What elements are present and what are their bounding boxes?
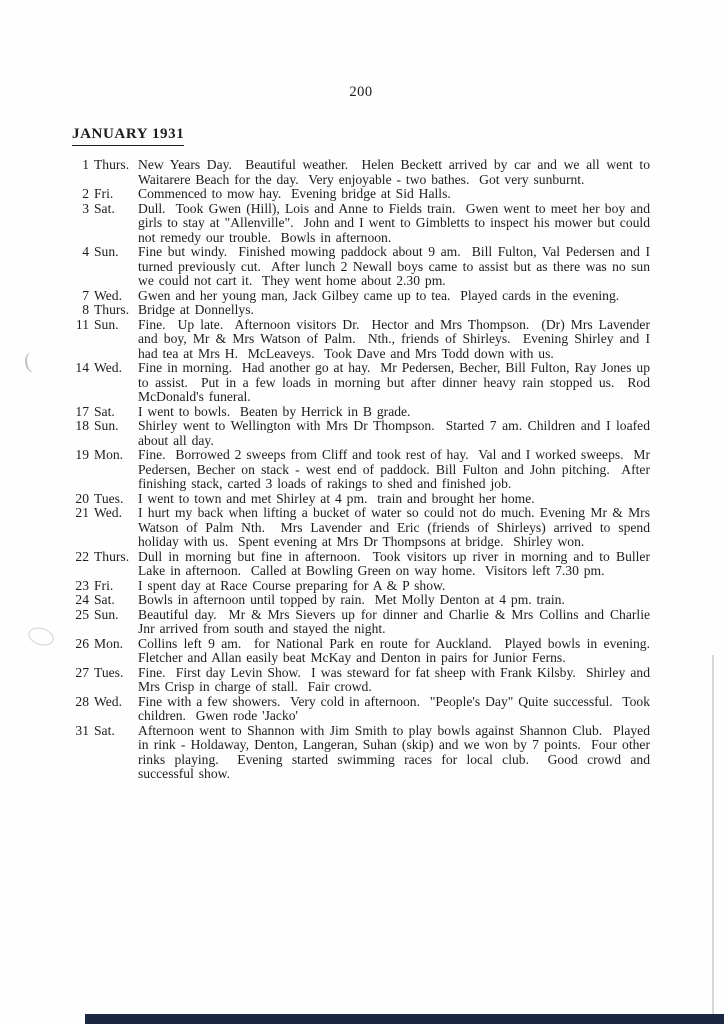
entry-day-number: 11 <box>75 316 89 332</box>
entry-weekday: Sun. <box>94 606 119 622</box>
entry-day-number: 24 <box>75 592 89 607</box>
entry-weekday: Sat. <box>94 592 115 607</box>
diary-entry <box>72 635 660 666</box>
entry-date <box>72 637 138 652</box>
entry-date <box>72 448 138 463</box>
entry-text: I went to bowls. Beaten by Herrick in B grade. <box>138 403 411 419</box>
diary-entry <box>72 360 655 405</box>
page-number: 200 <box>349 84 373 100</box>
diary-entry <box>72 289 650 304</box>
entry-date <box>72 405 138 420</box>
entry-day-number: 7 <box>82 287 89 303</box>
entry-weekday: Sun. <box>94 418 119 433</box>
diary-entry <box>72 548 655 579</box>
entry-weekday: Thurs. <box>94 302 130 317</box>
entry-weekday: Fri. <box>94 577 114 593</box>
entry-day-number: 22 <box>75 548 89 564</box>
entry-day-number: 14 <box>75 360 89 375</box>
diary-entries <box>72 157 660 782</box>
entry-text: Fine in morning. Had another go at hay. Mr Pedersen, Becher, Bill Fulton, Ray Jones up to assist. Put in a few loads in morning but after dinner heavy rain stopped us. Rod McDonald's funeral. <box>138 360 655 404</box>
entry-weekday: Sun. <box>94 244 119 259</box>
entry-day-number: 23 <box>75 577 89 593</box>
entry-weekday: Wed. <box>94 360 122 375</box>
entry-text: I spent day at Race Course preparing for A & P show. <box>138 577 446 593</box>
entry-date <box>72 187 138 202</box>
entry-text: I went to town and met Shirley at 4 pm. train and brought her home. <box>138 490 535 506</box>
diary-entry <box>72 505 655 550</box>
entry-text: Fine. Borrowed 2 sweeps from Cliff and took rest of hay. Val and I worked sweeps. Mr Pedersen, Becher on stack - west end of paddock. Bill Fulton and John pitching. After finishing stack, carted 3 loads of rakings to shed and finished job. <box>138 447 655 491</box>
entry-weekday: Thurs. <box>94 548 130 564</box>
entry-weekday: Mon. <box>94 447 124 462</box>
entry-day-number: 27 <box>75 664 89 680</box>
diary-entry <box>72 593 650 608</box>
entry-day-number: 31 <box>75 722 89 738</box>
entry-date <box>72 608 138 623</box>
scan-edge-line <box>712 655 714 1016</box>
entry-text: Dull in morning but fine in afternoon. Took visitors up river in morning and to Buller Lake in afternoon. Called at Bowling Green on way home. Visitors left 7.30 pm. <box>138 548 655 578</box>
entry-date <box>72 361 138 376</box>
entry-text: Shirley went to Wellington with Mrs Dr Thompson. Started 7 am. Children and I loafed about all day. <box>138 418 655 448</box>
entry-text: Dull. Took Gwen (Hill), Lois and Anne to Fields train. Gwen went to meet her boy and girls to stay at "Allenville". John and I went to Gimbletts to inspect his mower but could not remedy our trouble. Bowls in afternoon. <box>138 200 655 245</box>
diary-entry <box>72 316 655 362</box>
entry-day-number: 28 <box>75 693 89 709</box>
scan-bottom-bar <box>85 1014 724 1024</box>
entry-date <box>72 593 138 608</box>
diary-entry <box>72 200 655 246</box>
margin-circle-mark <box>26 624 56 648</box>
entry-text: Bridge at Donnellys. <box>138 302 254 317</box>
entry-date <box>72 506 138 521</box>
diary-entry <box>72 244 655 289</box>
entry-day-number: 8 <box>82 302 89 317</box>
entry-day-number: 26 <box>75 635 89 651</box>
entry-date <box>72 724 138 739</box>
diary-entry <box>72 447 655 492</box>
entry-weekday: Sun. <box>94 316 119 332</box>
diary-entry <box>72 303 650 318</box>
margin-pencil-mark: ( <box>22 347 33 374</box>
entry-day-number: 18 <box>75 418 89 433</box>
diary-entry <box>72 492 650 507</box>
diary-entry <box>72 693 655 724</box>
entry-text: New Years Day. Beautiful weather. Helen Beckett arrived by car and we all went to Waitarere Beach for the day. Very enjoyable - two bathes. Got very sunburnt. <box>138 157 655 187</box>
entry-date <box>72 550 138 565</box>
entry-date <box>72 579 138 594</box>
entry-weekday: Fri. <box>94 186 114 201</box>
entry-weekday: Sat. <box>94 403 115 419</box>
entry-weekday: Wed. <box>94 505 122 520</box>
entry-day-number: 17 <box>75 403 89 419</box>
entry-weekday: Sat. <box>94 722 115 738</box>
entry-date <box>72 289 138 304</box>
entry-date <box>72 318 138 333</box>
diary-entry <box>72 157 655 187</box>
entry-weekday: Tues. <box>94 490 124 506</box>
entry-day-number: 21 <box>75 505 89 520</box>
entry-weekday: Wed. <box>94 693 122 709</box>
entry-date <box>72 303 138 318</box>
diary-entry <box>72 579 650 594</box>
entry-date <box>72 695 138 710</box>
entry-text: Fine. First day Levin Show. I was steward for fat sheep with Frank Kilsby. Shirley and Mrs Crisp in charge of stall. Fair crowd. <box>138 664 655 694</box>
entry-text: Collins left 9 am. for National Park en route for Auckland. Played bowls in evening. Fletcher and Allan easily beat McKay and Denton in pairs for Junior Ferns. <box>138 635 660 665</box>
entry-date <box>72 419 138 434</box>
diary-entry <box>72 722 655 782</box>
diary-entry <box>72 187 650 202</box>
entry-day-number: 25 <box>75 606 89 622</box>
entry-date <box>72 158 138 173</box>
entry-weekday: Thurs. <box>94 157 130 172</box>
entry-day-number: 19 <box>75 447 89 462</box>
entry-text: Commenced to mow hay. Evening bridge at Sid Halls. <box>138 186 451 201</box>
entry-text: Fine. Up late. Afternoon visitors Dr. Hector and Mrs Thompson. (Dr) Mrs Lavender and boy, Mr & Mrs Watson of Palm. Nth., friends of Shirleys. Evening Shirley and I had tea at Mrs H. McLeaveys. Took Dave and Mrs Todd down with us. <box>138 316 655 361</box>
entry-day-number: 3 <box>82 200 89 216</box>
entry-weekday: Sat. <box>94 200 115 216</box>
diary-entry <box>72 606 655 637</box>
diary-entry <box>72 664 655 695</box>
entry-day-number: 4 <box>82 244 89 259</box>
entry-day-number: 20 <box>75 490 89 506</box>
entry-date <box>72 202 138 217</box>
entry-text: Afternoon went to Shannon with Jim Smith to play bowls against Shannon Club. Played in rink - Holdaway, Denton, Langeran, Suhan (skip) and we won by 7 points. Four other rinks playing. Evening started swimming races for local club. Good crowd and successful show. <box>138 722 655 781</box>
entry-day-number: 2 <box>82 186 89 201</box>
entry-text: Beautiful day. Mr & Mrs Sievers up for dinner and Charlie & Mrs Collins and Charlie Jnr arrived from south and stayed the night. <box>138 606 655 636</box>
entry-date <box>72 492 138 507</box>
diary-entry <box>72 405 650 420</box>
entry-text: Bowls in afternoon until topped by rain. Met Molly Denton at 4 pm. train. <box>138 592 565 607</box>
diary-entry <box>72 418 655 448</box>
entry-date <box>72 245 138 260</box>
entry-weekday: Tues. <box>94 664 124 680</box>
entry-weekday: Mon. <box>94 635 124 651</box>
entry-text: Fine but windy. Finished mowing paddock about 9 am. Bill Fulton, Val Pedersen and I turned previously cut. After lunch 2 Newall boys came to assist but as there was no sun we could not cart it. They went home about 2.30 pm. <box>138 244 655 288</box>
entry-day-number: 1 <box>82 157 89 172</box>
entry-text: Gwen and her young man, Jack Gilbey came up to tea. Played cards in the evening. <box>138 287 620 303</box>
month-heading: JANUARY 1931 <box>72 126 184 146</box>
entry-text: Fine with a few showers. Very cold in afternoon. "People's Day" Quite successful. Took children. Gwen rode 'Jacko' <box>138 693 655 723</box>
entry-weekday: Wed. <box>94 287 122 303</box>
entry-text: I hurt my back when lifting a bucket of water so could not do much. Evening Mr & Mrs Watson of Palm Nth. Mrs Lavender and Eric (friends of Shirleys) arrived to spend holiday with us. Spent evening at Mrs Dr Thompsons at bridge. Shirley won. <box>138 505 655 549</box>
entry-date <box>72 666 138 681</box>
